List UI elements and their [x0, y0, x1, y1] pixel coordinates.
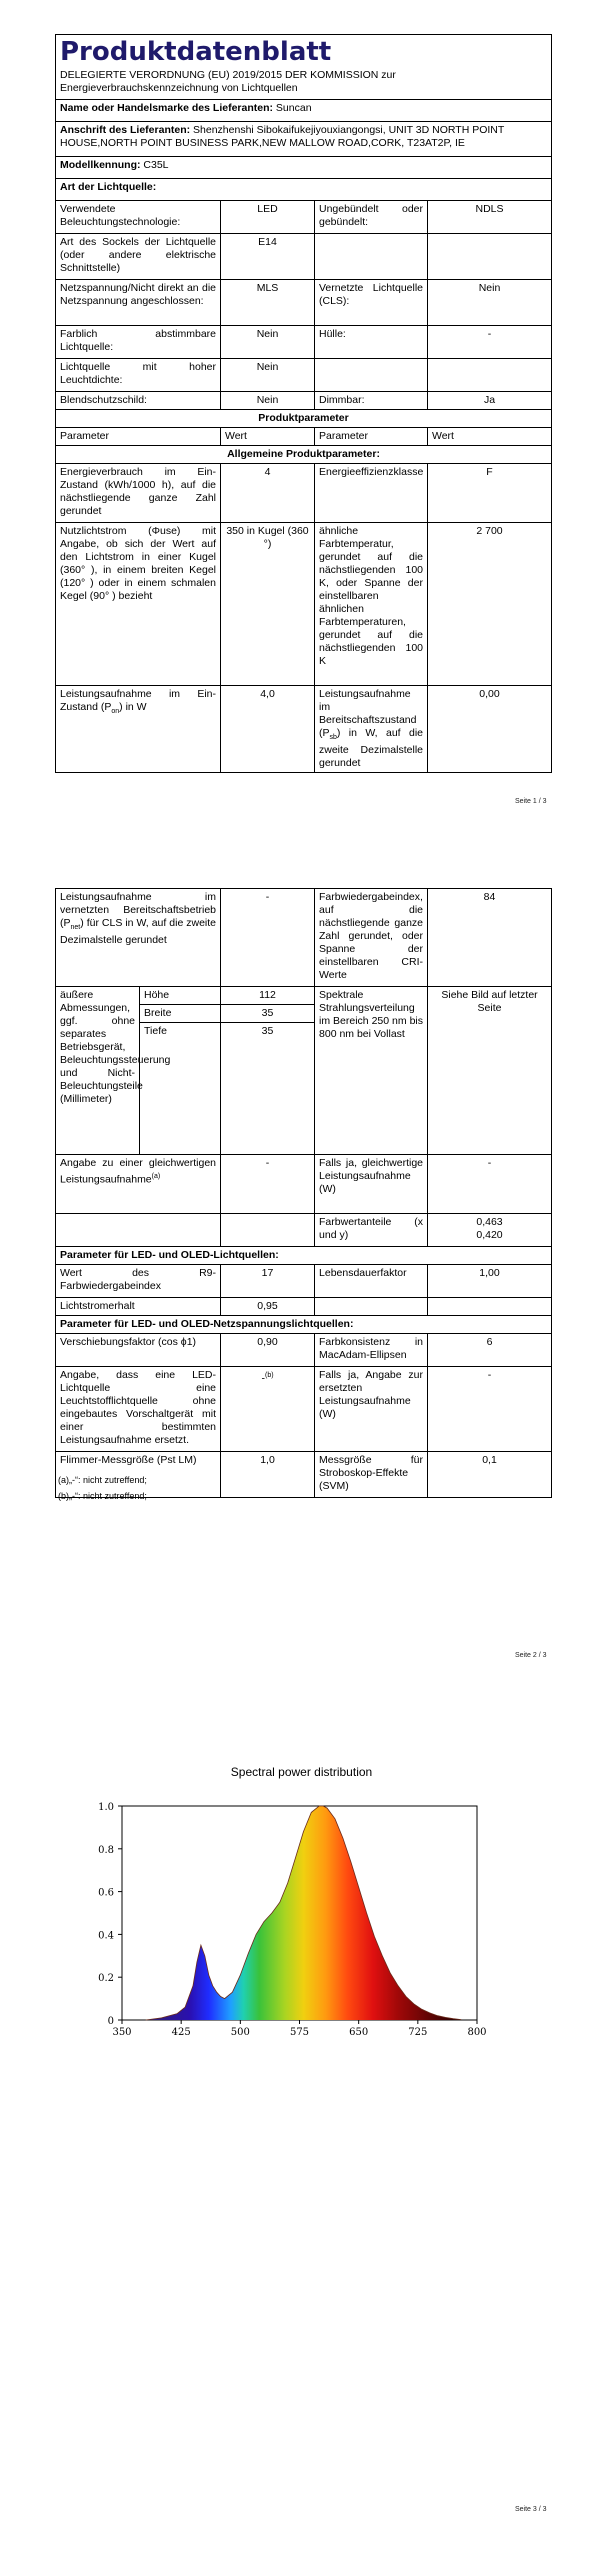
table-row — [56, 410, 552, 428]
page-footer-1: Seite 1 / 3 — [515, 798, 547, 805]
supplier-label: Name oder Handelsmarke des Lieferanten: — [60, 102, 273, 114]
highlum-label: Lichtquelle mit hoher Leuchtdichte: — [56, 359, 221, 392]
tech-value: LED — [221, 201, 315, 234]
svm-value: 0,1 — [428, 1452, 552, 1498]
ledmains-header: Parameter für LED- und OLED-Netzspannungslichtquellen: — [56, 1316, 552, 1334]
x-tick-label: 500 — [230, 2027, 250, 2038]
height-value: 112 — [221, 987, 315, 1005]
nondirected-value: NDLS — [428, 201, 552, 234]
table-row — [56, 428, 552, 446]
page-footer-3: Seite 3 / 3 — [515, 2506, 547, 2513]
table-row — [56, 987, 552, 1005]
footnote-a: (a)„-“: nicht zutreffend; — [58, 1475, 147, 1485]
glare-value: Nein — [221, 392, 315, 410]
table-row — [56, 1316, 552, 1334]
glare-label: Blendschutzschild: — [56, 392, 221, 410]
model-label: Modellkennung: — [60, 159, 141, 171]
flicker-label: Flimmer-Messgröße (Pst LM) — [56, 1452, 221, 1498]
envelope-value: - — [428, 326, 552, 359]
table-row — [56, 1367, 552, 1452]
chrom-y-value: 0,420 — [476, 1229, 503, 1241]
energy-value: 4 — [221, 464, 315, 523]
flux-label: Nutzlichtstrom (Φuse) mit Angabe, ob sich der Wert auf den Lichtstrom in einer Kugel (360° ), in einem breiten Kegel (120° ) oder in einem schmalen Kegel (90° ) bezieht — [56, 523, 221, 686]
table-row — [56, 280, 552, 326]
table-row — [56, 1155, 552, 1214]
envelope-label: Hülle: — [315, 326, 428, 359]
cap-label: Art des Sockels der Lichtquelle (oder andere elektrische Schnittstelle) — [56, 234, 221, 280]
width-value: 35 — [221, 1005, 315, 1023]
x-tick-label: 800 — [467, 2027, 487, 2038]
chrom-label: Farbwertanteile (x und y) — [315, 1214, 428, 1247]
pon-suffix: ) in W — [119, 701, 147, 713]
product-params-header: Produktparameter — [56, 410, 552, 428]
colour-value: Nein — [221, 326, 315, 359]
equiv-label: Angabe zu einer gleichwertigen Leistungsaufnahme — [60, 1157, 217, 1186]
address-label: Anschrift des Lieferanten: — [60, 124, 191, 136]
regulation-text: DELEGIERTE VERORDNUNG (EU) 2019/2015 DER KOMMISSION zur Energieverbrauchskennzeichnung von Lichtquellen — [60, 69, 396, 94]
x-tick-label: 725 — [408, 2027, 428, 2038]
table-row — [56, 1247, 552, 1265]
x-tick-label: 350 — [112, 2027, 132, 2038]
equiv-sup: (a) — [151, 1173, 161, 1180]
dimmable-label: Dimmbar: — [315, 392, 428, 410]
spd-label: Spektrale Strahlungsverteilung im Bereich 250 nm bis 800 nm bei Vollast — [315, 987, 428, 1155]
col-value-header: Wert — [221, 428, 315, 446]
spectral-power-chart — [0, 1790, 603, 2060]
r9-label: Wert des R9-Farbwiedergabeindex — [56, 1265, 221, 1298]
eeclass-value: F — [428, 464, 552, 523]
table-row — [56, 35, 552, 100]
shift-label: Verschiebungsfaktor (cos ϕ1) — [56, 1334, 221, 1367]
chart-title: Spectral power distribution — [230, 1765, 373, 1779]
pon-value: 4,0 — [221, 686, 315, 773]
table-row — [56, 523, 552, 686]
footnote-b: (b)„-“: nicht zutreffend; — [58, 1491, 147, 1501]
table-row — [56, 1265, 552, 1298]
chrom-x-value: 0,463 — [476, 1216, 503, 1228]
shift-value: 0,90 — [221, 1334, 315, 1367]
table-row — [56, 122, 552, 157]
pnet-suffix: ) für CLS in W, auf die zweite Dezimalstelle gerundet — [60, 917, 217, 947]
svm-label: Messgröße für Stroboskop-Effekte (SVM) — [315, 1452, 428, 1498]
maint-value: 0,95 — [221, 1298, 315, 1316]
y-tick-label: 0.4 — [98, 1930, 114, 1942]
address-value: Shenzhenshi Sibokaifukejiyouxiangongsi, UNIT 3D NORTH POINT HOUSE,NORTH POINT BUSINESS PARK,NEW MALLOW ROAD,CORK, T23AT2P, IE — [60, 124, 505, 149]
table-row — [56, 100, 552, 122]
dimmable-value: Ja — [428, 392, 552, 410]
pnet-sub: net — [70, 924, 81, 932]
eeclass-label: Energieeffizienzklasse — [315, 464, 428, 523]
replace-sup: (b) — [264, 1372, 274, 1379]
cri-value: 84 — [428, 889, 552, 987]
table-row — [56, 1214, 552, 1247]
table-row — [56, 201, 552, 234]
y-tick-label: 0 — [107, 2016, 114, 2027]
table-row — [56, 464, 552, 523]
supplier-value: Suncan — [275, 102, 312, 114]
replace-yes-value: - — [428, 1367, 552, 1452]
col-param-header: Parameter — [56, 428, 221, 446]
table-row — [56, 359, 552, 392]
table-row — [56, 179, 552, 201]
datasheet-table-page2 — [55, 888, 552, 1498]
psb-suffix: ) in W, auf die zweite Dezimalstelle gerundet — [319, 727, 423, 770]
led-header: Parameter für LED- und OLED-Lichtquellen: — [56, 1247, 552, 1265]
tech-label: Verwendete Beleuchtungstechnologie: — [56, 201, 221, 234]
col-param-header: Parameter — [315, 428, 428, 446]
consistency-value: 6 — [428, 1334, 552, 1367]
r9-value: 17 — [221, 1265, 315, 1298]
general-header: Allgemeine Produktparameter: — [56, 446, 552, 464]
table-row — [56, 392, 552, 410]
cap-value: E14 — [221, 234, 315, 280]
flicker-value: 1,0 — [221, 1452, 315, 1498]
connected-value: Nein — [428, 280, 552, 326]
depth-label: Tiefe — [140, 1023, 221, 1155]
table-row — [56, 1298, 552, 1316]
height-label: Höhe — [140, 987, 221, 1005]
col-value-header: Wert — [428, 428, 552, 446]
pon-sub: on — [111, 708, 120, 716]
pnet-value: - — [221, 889, 315, 987]
equiv-yes-label: Falls ja, gleichwertige Leistungsaufnahme (W) — [315, 1155, 428, 1214]
pon-label: Leistungsaufnahme im Ein-Zustand (P — [60, 688, 216, 713]
x-tick-label: 575 — [289, 2027, 310, 2038]
dims-label: äußere Abmessungen, ggf. ohne separates Betriebsgerät, Beleuchtungssteuerung und Nicht-Beleuchtungsteile (Millimeter) — [56, 987, 140, 1155]
replace-yes-label: Falls ja, Angabe zur ersetzten Leistungsaufnahme (W) — [315, 1367, 428, 1452]
x-tick-label: 425 — [171, 2027, 191, 2038]
y-tick-label: 0.2 — [98, 1973, 114, 1985]
depth-value: 35 — [221, 1023, 315, 1155]
lifetime-label: Lebensdauerfaktor — [315, 1265, 428, 1298]
lifetime-value: 1,00 — [428, 1265, 552, 1298]
model-value: C35L — [143, 159, 169, 171]
page-footer-2: Seite 2 / 3 — [515, 1652, 547, 1659]
x-tick-label: 650 — [349, 2027, 369, 2038]
y-tick-label: 1.0 — [98, 1802, 114, 1813]
width-label: Breite — [140, 1005, 221, 1023]
table-row — [56, 234, 552, 280]
psb-label: Leistungsaufnahme im Bereitschaftszustand (P — [319, 688, 417, 739]
highlum-value: Nein — [221, 359, 315, 392]
table-row — [56, 889, 552, 987]
consistency-label: Farbkonsistenz in MacAdam-Ellipsen — [315, 1334, 428, 1367]
cri-label: Farbwiedergabeindex, auf die nächstliegende ganze Zahl gerundet, oder Spanne der einstellbaren CRI-Werte — [315, 889, 428, 987]
mains-value: MLS — [221, 280, 315, 326]
nondirected-label: Ungebündelt oder gebündelt: — [315, 201, 428, 234]
maint-label: Lichtstromerhalt — [56, 1298, 221, 1316]
y-tick-label: 0.6 — [98, 1887, 114, 1899]
psb-sub: sb — [329, 734, 337, 742]
cct-value: 2 700 — [428, 523, 552, 686]
table-row — [56, 326, 552, 359]
lighttype-header: Art der Lichtquelle: — [56, 179, 552, 201]
y-tick-label: 0.8 — [98, 1844, 114, 1856]
replace-label: Angabe, dass eine LED-Lichtquelle eine Leuchtstofflichtquelle ohne eingebautes Vorschaltgerät mit einer bestimmten Leistungsaufnahme ersetzt. — [56, 1367, 221, 1452]
mains-label: Netzspannung/Nicht direkt an die Netzspannung angeschlossen: — [56, 280, 221, 326]
spd-value: Siehe Bild auf letzter Seite — [428, 987, 552, 1155]
table-row — [56, 157, 552, 179]
document-title: Produktdatenblatt — [60, 37, 332, 67]
energy-label: Energieverbrauch im Ein-Zustand (kWh/1000 h), auf die nächstliegende ganze Zahl gerundet — [56, 464, 221, 523]
equiv-yes-value: - — [428, 1155, 552, 1214]
table-row — [56, 1334, 552, 1367]
datasheet-table-page1 — [55, 34, 552, 773]
replace-value: - — [261, 1372, 265, 1385]
table-row — [56, 446, 552, 464]
cct-label: ähnliche Farbtemperatur, gerundet auf die nächstliegenden 100 K, oder Spanne der einstellbaren ähnlichen Farbtemperaturen, gerundet auf die nächstliegenden 100 K — [315, 523, 428, 686]
colour-label: Farblich abstimmbare Lichtquelle: — [56, 326, 221, 359]
pnet-label: Leistungsaufnahme im vernetzten Bereitschaftsbetrieb (P — [60, 891, 217, 929]
flux-value: 350 in Kugel (360 °) — [221, 523, 315, 686]
equiv-value: - — [221, 1155, 315, 1214]
psb-value: 0,00 — [428, 686, 552, 773]
table-row — [56, 686, 552, 773]
connected-label: Vernetzte Lichtquelle (CLS): — [315, 280, 428, 326]
